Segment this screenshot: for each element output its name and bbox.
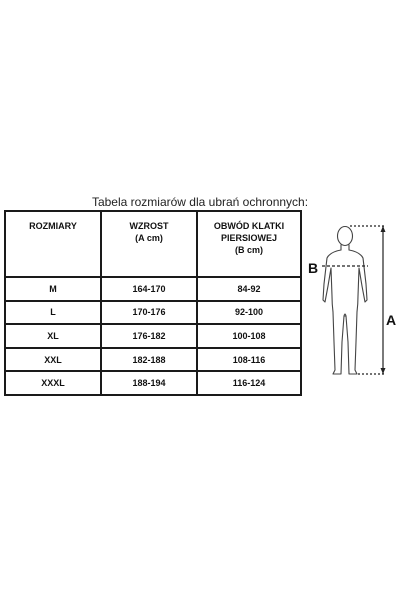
label-height-a: A [386,312,397,328]
header-height-line-1: WZROST [129,221,169,231]
header-chest-line-3: (B cm) [234,245,263,255]
chest-cell: 84-92 [197,277,301,301]
size-cell: XXL [5,348,101,372]
chest-cell: 108-116 [197,348,301,372]
header-chest-line-1: OBWÓD KLATKI [213,221,285,231]
table-row [5,277,301,301]
chest-cell: 116-124 [197,371,301,395]
height-cell: 170-176 [101,301,197,325]
chest-cell: 100-108 [197,324,301,348]
table-row [5,324,301,348]
table-caption: Tabela rozmiarów dla ubrań ochronnych: [91,195,309,209]
table-header-row [5,211,301,277]
size-cell: XXXL [5,371,101,395]
height-cell: 164-170 [101,277,197,301]
table-row [5,371,301,395]
size-cell: L [5,301,101,325]
human-silhouette-icon [300,222,400,384]
header-height [101,211,197,277]
header-sizes [5,211,101,277]
header-sizes-line: ROZMIARY [29,221,77,231]
header-chest-line-2: PIERSIOWEJ [220,233,277,243]
label-chest-b: B [308,260,319,276]
size-cell: M [5,277,101,301]
header-height-line-2: (A cm) [135,233,163,243]
table-row [5,301,301,325]
height-cell: 176-182 [101,324,197,348]
height-cell: 188-194 [101,371,197,395]
body-measurement-figure [300,222,400,384]
size-chart-table [4,210,302,396]
size-cell: XL [5,324,101,348]
chest-cell: 92-100 [197,301,301,325]
table-row [5,348,301,372]
header-chest [197,211,301,277]
height-cell: 182-188 [101,348,197,372]
